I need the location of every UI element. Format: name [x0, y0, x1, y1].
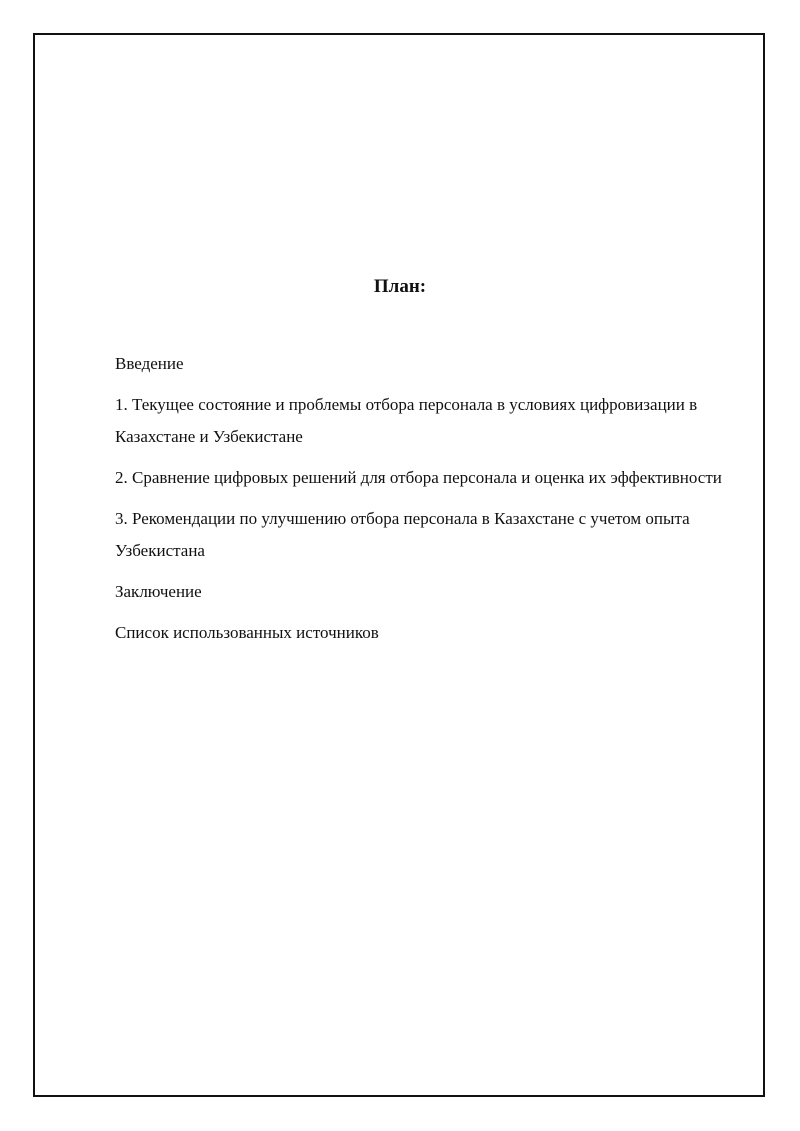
toc-item-conclusion: Заключение: [115, 582, 202, 601]
toc-item-introduction: Введение: [115, 354, 184, 373]
toc-item-section-3: 3. Рекомендации по улучшению отбора персонала в Казахстане с учетом опыта Узбекистана: [115, 509, 690, 560]
page-title: План:: [373, 276, 427, 297]
toc-item-section-2: 2. Сравнение цифровых решений для отбора персонала и оценка их эффективности: [115, 468, 722, 487]
toc-item-section-1: 1. Текущее состояние и проблемы отбора персонала в условиях цифровизации в Казахстане и Узбекистане: [115, 395, 698, 446]
table-of-contents: [115, 348, 725, 658]
toc-item-references: Список использованных источников: [115, 623, 379, 642]
